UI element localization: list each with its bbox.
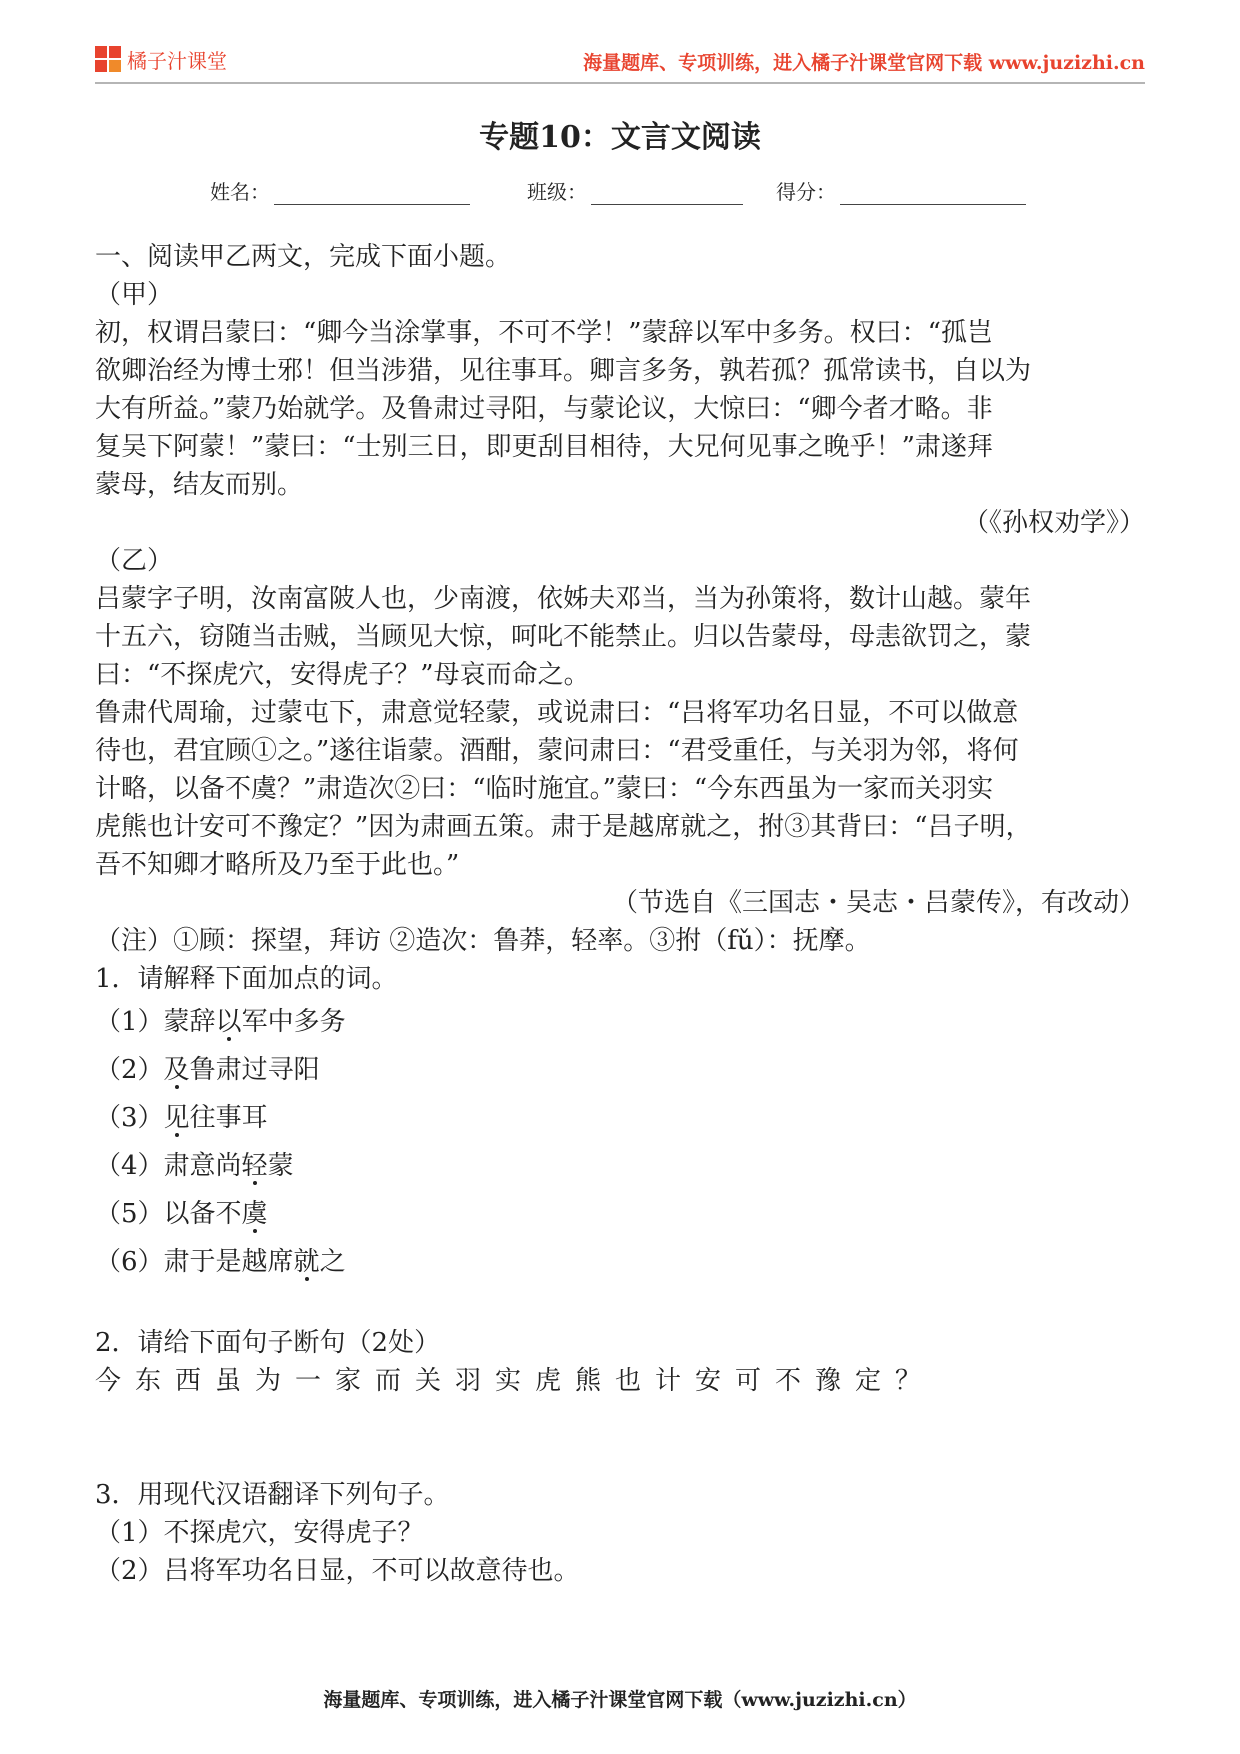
dotted-word: 轻 [241,1151,268,1181]
question-content [95,238,1145,1590]
passage-line: 大有所益。”蒙乃始就学。及鲁肃过寻阳，与蒙论议，大惊曰：“卿今者才略。非 [95,394,993,424]
dotted-word: 虞 [241,1199,268,1229]
header-slogan: 海量题库、专项训练，进入橘子汁课堂官网下载 www.juzizhi.cn [583,52,1145,74]
passage-line: 鲁肃代周瑜，过蒙屯下，肃意觉轻蒙，或说肃曰：“吕将军功名日显，不可以做意 [95,698,1019,728]
passage-line: 复吴下阿蒙！”蒙曰：“士别三日，即更刮目相待，大兄何见事之晚乎！”肃遂拜 [95,432,993,462]
name-field[interactable] [210,176,470,205]
question-3-heading: 3．用现代汉语翻译下列句子。 [95,1480,450,1510]
score-blank[interactable] [840,182,1026,205]
question-item: （5）以备不虞 [95,1199,268,1229]
question-item: （4）肃意尚轻蒙 [95,1151,294,1181]
question-item: （2）吕将军功名日显，不可以故意待也。 [95,1556,580,1586]
passage-yi-source: （节选自《三国志・吴志・吕蒙传》，有改动） [611,888,1145,918]
dotted-word: 以 [215,1007,242,1037]
class-blank[interactable] [591,182,743,205]
page-footer: 海量题库、专项训练，进入橘子汁课堂官网下载（www.juzizhi.cn） [323,1689,917,1711]
question-item: （2）及鲁肃过寻阳 [95,1055,320,1085]
annotation-note: （注）①顾：探望，拜访 ②造次：鲁莽，轻率。③拊（fǔ）：抚摩。 [95,926,871,956]
passage-line: 吾不知卿才略所及乃至于此也。” [95,850,460,880]
passage-yi-label: （乙） [95,546,174,576]
logo-text: 橘子汁课堂 [127,48,227,73]
passage-yi [95,580,1145,884]
passage-line: 吕蒙字子明，汝南富陂人也，少南渡，依姊夫邓当，当为孙策将，数计山越。蒙年 [95,584,1032,614]
question-1-items [95,998,1145,1286]
passage-jia-source: （《孙权劝学》） [962,508,1145,538]
passage-jia-label: （甲） [95,280,174,310]
passage-line: 计略，以备不虞？”肃造次②曰：“临时施宜。”蒙曰：“今东西虽为一家而关羽实 [95,774,994,804]
passage-line: 虎熊也计安可不豫定？”因为肃画五策。肃于是越席就之，拊③其背曰：“吕子明， [95,812,1032,842]
section-heading: 一、阅读甲乙两文，完成下面小题。 [95,242,512,272]
dotted-word: 见 [163,1103,190,1133]
passage-line: 初，权谓吕蒙曰：“卿今当涂掌事，不可不学！”蒙辞以军中多务。权曰：“孤岂 [95,318,993,348]
page-title: 专题10：文言文阅读 [479,120,761,155]
passage-line: 欲卿治经为博士邪！但当涉猎，见往事耳。卿言多务，孰若孤？孤常读书，自以为 [95,356,1032,386]
name-label: 姓名： [210,180,270,204]
score-label: 得分： [776,180,836,204]
dotted-word: 及 [163,1055,190,1085]
question-item: （3）见往事耳 [95,1103,268,1133]
question-item: （6）肃于是越席就之 [95,1247,346,1277]
logo [95,44,227,74]
logo-icon [95,46,121,72]
passage-line: 十五六，窃随当击贼，当顾见大惊，呵叱不能禁止。归以告蒙母，母恚欲罚之，蒙 [95,622,1032,652]
passage-line: 待也，君宜顾①之。”遂往诣蒙。酒酣，蒙问肃曰：“君受重任，与关羽为邻，将何 [95,736,1019,766]
class-label: 班级： [527,180,587,204]
question-2-heading: 2．请给下面句子断句（2处） [95,1328,441,1358]
question-1-heading: 1．请解释下面加点的词。 [95,964,398,994]
class-field[interactable] [527,176,743,205]
score-field[interactable] [776,176,1026,205]
name-blank[interactable] [274,182,470,205]
question-item: （1）蒙辞以军中多务 [95,1007,346,1037]
passage-line: 蒙母，结友而别。 [95,470,304,500]
question-item: （1）不探虎穴，安得虎子？ [95,1518,424,1548]
passage-jia [95,314,1145,504]
question-2-sentence: 今东西虽为一家而关羽实虎熊也计安可不豫定？ [95,1366,936,1396]
passage-line: 曰：“不探虎穴，安得虎子？”母哀而命之。 [95,660,590,690]
dotted-word: 就 [293,1247,320,1277]
page-header [95,42,1145,84]
